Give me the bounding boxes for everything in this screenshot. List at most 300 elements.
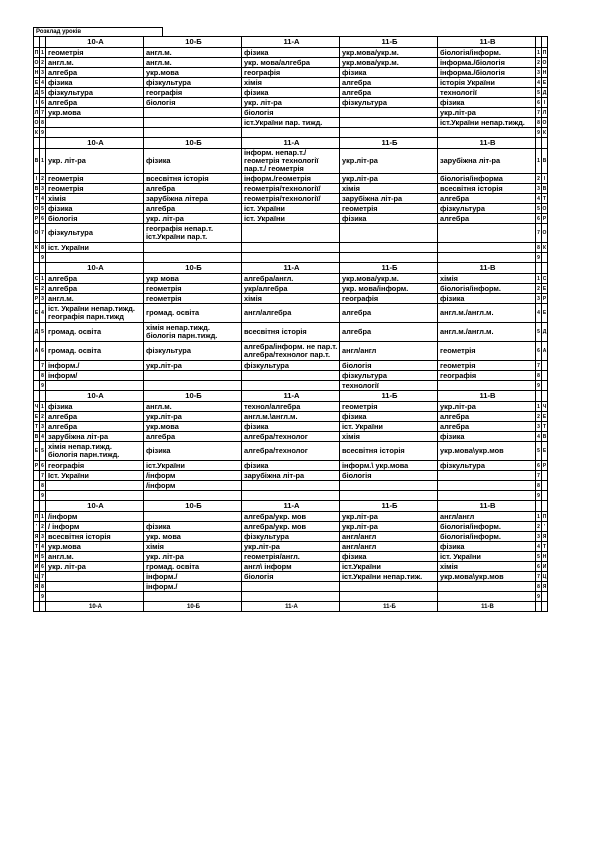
class-header-row (34, 138, 548, 149)
lesson-cell (438, 224, 536, 243)
lesson-cell (340, 128, 438, 138)
lesson-cell: алгебра (340, 78, 438, 88)
lesson-cell: укр. літ-ра (144, 214, 242, 224)
lesson-row (34, 224, 548, 243)
lesson-cell: зарубіжна літ-ра (340, 194, 438, 204)
lesson-number: 2 (537, 413, 540, 420)
day-letter: Р (34, 462, 39, 469)
lesson-number: 7 (537, 472, 540, 479)
footer-spacer (542, 602, 548, 612)
lesson-cell (242, 371, 340, 381)
day-letter: В (34, 433, 39, 440)
lesson-row (34, 58, 548, 68)
lesson-cell: укр.мова\укр.мов (438, 442, 536, 461)
lesson-number: 7 (537, 573, 540, 580)
lesson-cell: алгебра (46, 68, 144, 78)
lesson-cell: геометрія/англ. (242, 552, 340, 562)
lesson-row (34, 68, 548, 78)
lesson-number: 2 (41, 175, 44, 182)
lesson-cell (144, 592, 242, 602)
day-letter: Л (542, 109, 547, 116)
lesson-cell: укр. літ-ра (46, 149, 144, 174)
header-spacer (542, 138, 548, 149)
lesson-cell: фізика (340, 552, 438, 562)
lesson-cell: зарубіжна літера (144, 194, 242, 204)
lesson-cell: фізика (242, 88, 340, 98)
lesson-cell: алгебра (144, 204, 242, 214)
day-letter: Е (542, 413, 547, 420)
lesson-cell: алгебра/технолог (242, 432, 340, 442)
class-footer: 10-А (46, 602, 144, 612)
lesson-cell: геометрія (46, 184, 144, 194)
day-letter: Ч (34, 403, 39, 410)
lesson-cell: фізкультура (46, 224, 144, 243)
lesson-cell: англ/алгебра (242, 304, 340, 323)
lesson-number: 8 (537, 583, 540, 590)
day-letter: Н (34, 69, 39, 76)
lesson-number: 5 (40, 323, 46, 342)
lesson-cell: хімія (144, 542, 242, 552)
class-header: 10-Б (144, 138, 242, 149)
day-letter: О (542, 119, 547, 126)
lesson-cell: геометрія (46, 48, 144, 58)
day-letter (542, 592, 548, 602)
day-letter: И (542, 563, 547, 570)
lesson-cell: хімія (340, 184, 438, 194)
lesson-cell: алгебра (438, 214, 536, 224)
class-header-row (34, 501, 548, 512)
lesson-cell: громад. освіта (144, 304, 242, 323)
lesson-number: 1 (537, 403, 540, 410)
lesson-cell (438, 582, 536, 592)
lesson-cell: укр.літ-ра (340, 149, 438, 174)
lesson-number: 5 (41, 553, 44, 560)
lesson-cell: зарубіжна літ-ра (438, 149, 536, 174)
lesson-row (34, 402, 548, 412)
lesson-cell (144, 371, 242, 381)
lesson-number: 7 (40, 224, 46, 243)
lesson-number: 3 (41, 295, 44, 302)
lesson-cell: географія (242, 68, 340, 78)
lesson-cell: іст. України (46, 243, 144, 253)
day-letter: Р (34, 295, 39, 302)
lesson-cell: технології (438, 88, 536, 98)
lesson-cell (438, 481, 536, 491)
lesson-row (34, 342, 548, 361)
page-title: Розклад уроків (33, 27, 163, 36)
lesson-cell: Іст. України (46, 471, 144, 481)
lesson-cell: укр.літ-ра (340, 512, 438, 522)
class-header: 10-А (46, 37, 144, 48)
lesson-row (34, 442, 548, 461)
lesson-cell (46, 491, 144, 501)
lesson-cell (242, 582, 340, 592)
lesson-number: 5 (537, 205, 540, 212)
lesson-number: 9 (41, 492, 44, 499)
day-letter: К (34, 244, 39, 251)
lesson-row (34, 214, 548, 224)
lesson-cell: іст. України (340, 422, 438, 432)
day-letter (542, 471, 548, 481)
class-footer-row (34, 602, 548, 612)
lesson-cell: фізкультура (144, 342, 242, 361)
lesson-cell: укр.літ-ра (144, 361, 242, 371)
day-letter (542, 371, 548, 381)
lesson-cell: укр.літ-ра (438, 108, 536, 118)
class-footer: 11-А (242, 602, 340, 612)
lesson-cell: укр. мова/алгебра (242, 58, 340, 68)
lesson-cell: інформ./ (144, 572, 242, 582)
lesson-cell: укр.мова/укр.м. (340, 274, 438, 284)
class-header: 11-В (438, 501, 536, 512)
day-letter: А (34, 342, 40, 361)
lesson-row (34, 412, 548, 422)
lesson-row (34, 592, 548, 602)
lesson-cell: англ/англ (340, 532, 438, 542)
lesson-cell: технології (340, 381, 438, 391)
lesson-cell: алгебра (340, 88, 438, 98)
day-letter: Т (34, 195, 39, 202)
day-letter: К (542, 244, 547, 251)
class-header: 10-А (46, 501, 144, 512)
lesson-number: 6 (537, 563, 540, 570)
lesson-number: 9 (41, 382, 44, 389)
lesson-cell: укр.мова/укр.м. (340, 58, 438, 68)
lesson-cell: англ/англ (340, 542, 438, 552)
lesson-number: 4 (40, 304, 46, 323)
day-letter: Д (542, 323, 548, 342)
lesson-row (34, 432, 548, 442)
header-spacer (542, 501, 548, 512)
lesson-cell: укр. мова/інформ. (340, 284, 438, 294)
lesson-cell: алгебра (46, 98, 144, 108)
day-letter: В (34, 185, 39, 192)
class-header: 11-В (438, 138, 536, 149)
lesson-row (34, 481, 548, 491)
day-letter: Я (542, 583, 547, 590)
day-letter: Д (34, 323, 40, 342)
lesson-cell (144, 118, 242, 128)
lesson-cell: укр. мова (144, 532, 242, 542)
day-letter: Н (542, 69, 547, 76)
lesson-cell: інформа./біологія (438, 58, 536, 68)
lesson-cell: /інформ (46, 512, 144, 522)
day-letter (542, 481, 548, 491)
lesson-cell: інформ.\ укр.мова (340, 461, 438, 471)
class-header-row (34, 391, 548, 402)
day-letter: Е (542, 79, 547, 86)
lesson-cell: інформ./ (46, 361, 144, 371)
lesson-number: 8 (41, 119, 44, 126)
day-letter: В (542, 185, 547, 192)
lesson-cell: хімія (242, 294, 340, 304)
lesson-number: 1 (537, 513, 540, 520)
lesson-row (34, 98, 548, 108)
lesson-row (34, 184, 548, 194)
lesson-number: 5 (537, 89, 540, 96)
lesson-cell: всесвітня історія (242, 323, 340, 342)
lesson-number: 7 (41, 573, 44, 580)
day-letter: О (34, 119, 39, 126)
lesson-cell: алгебра (46, 422, 144, 432)
lesson-number: 6 (536, 342, 542, 361)
day-letter: П (542, 513, 547, 520)
day-letter: Р (542, 295, 547, 302)
lesson-number: 5 (536, 323, 542, 342)
day-letter: Е (34, 285, 39, 292)
class-header: 10-Б (144, 501, 242, 512)
lesson-cell (438, 381, 536, 391)
class-header: 11-Б (340, 501, 438, 512)
lesson-cell (438, 243, 536, 253)
class-header: 11-В (438, 391, 536, 402)
lesson-cell: англ.м. (46, 294, 144, 304)
lesson-number: 2 (537, 285, 540, 292)
class-header: 11-Б (340, 391, 438, 402)
lesson-number: 3 (537, 69, 540, 76)
lesson-number: 5 (536, 442, 542, 461)
lesson-cell: біологія/інформа (438, 174, 536, 184)
day-letter: Е (542, 442, 548, 461)
lesson-number: 7 (536, 224, 542, 243)
lesson-cell (144, 253, 242, 263)
lesson-row (34, 532, 548, 542)
lesson-cell: англ.м. (144, 402, 242, 412)
lesson-number: 1 (41, 513, 44, 520)
day-letter: І (542, 98, 548, 108)
lesson-cell: фізкультура (46, 88, 144, 98)
lesson-number: 2 (41, 285, 44, 292)
lesson-cell (438, 592, 536, 602)
lesson-cell: фізика (438, 432, 536, 442)
lesson-cell: укр мова (144, 274, 242, 284)
lesson-cell (46, 253, 144, 263)
lesson-number: 6 (41, 563, 44, 570)
lesson-number: 6 (40, 342, 46, 361)
lesson-number: 2 (537, 175, 540, 182)
lesson-row (34, 108, 548, 118)
lesson-row (34, 422, 548, 432)
class-header-row (34, 263, 548, 274)
day-letter: Р (542, 462, 547, 469)
day-letter: Н (34, 553, 39, 560)
lesson-cell: хімія непар.тижд. біологія парн.тижд. (46, 442, 144, 461)
lesson-cell: зарубіжна літ-ра (242, 471, 340, 481)
day-letter: І (34, 98, 40, 108)
class-header: 11-В (438, 37, 536, 48)
lesson-cell: укр.мова (46, 108, 144, 118)
lesson-row (34, 323, 548, 342)
lesson-cell: фізика (242, 422, 340, 432)
lesson-cell (438, 128, 536, 138)
lesson-cell: фізкультура (438, 204, 536, 214)
day-letter: Т (34, 423, 39, 430)
lesson-number: 6 (537, 215, 540, 222)
day-letter: Д (34, 89, 39, 96)
class-header: 10-А (46, 263, 144, 274)
lesson-cell: фізкультура (242, 361, 340, 371)
lesson-cell: географія (438, 371, 536, 381)
day-letter: Ч (542, 403, 547, 410)
lesson-number: 4 (536, 304, 542, 323)
class-header: 11-Б (340, 263, 438, 274)
lesson-cell: укр. літ-ра (144, 552, 242, 562)
lesson-cell: всесвітня історія (340, 442, 438, 461)
lesson-cell: хімія (438, 274, 536, 284)
lesson-cell: іст.України непар.тижд. (438, 118, 536, 128)
lesson-cell: алгебра/технолог (242, 442, 340, 461)
lesson-cell: алгебра (144, 432, 242, 442)
lesson-cell (242, 592, 340, 602)
lesson-cell (46, 118, 144, 128)
lesson-cell: фізика (438, 542, 536, 552)
lesson-row (34, 461, 548, 471)
lesson-number: 2 (537, 523, 540, 530)
lesson-number: 4 (537, 79, 540, 86)
lesson-cell: геометрія/технології/ (242, 184, 340, 194)
lesson-row (34, 522, 548, 532)
lesson-cell: англ/англ (340, 342, 438, 361)
day-letter: Т (542, 543, 547, 550)
lesson-row (34, 118, 548, 128)
day-letter: И (34, 563, 39, 570)
lesson-number: 3 (537, 423, 540, 430)
lesson-row (34, 88, 548, 98)
lesson-row (34, 471, 548, 481)
lesson-row (34, 174, 548, 184)
lesson-cell: іст.України непар.тиж. (340, 572, 438, 582)
class-header: 10-Б (144, 37, 242, 48)
lesson-number: 1 (40, 149, 46, 174)
lesson-cell (340, 582, 438, 592)
lesson-number: 9 (41, 129, 44, 136)
class-header: 11-А (242, 501, 340, 512)
lesson-cell: хімія (242, 78, 340, 88)
day-letter: О (542, 59, 547, 66)
lesson-number: 1 (41, 275, 44, 282)
lesson-row (34, 381, 548, 391)
lesson-number: 4 (537, 433, 540, 440)
lesson-number: 1 (537, 49, 540, 56)
day-letter: І (542, 174, 548, 184)
lesson-row (34, 294, 548, 304)
lesson-cell: хімія (46, 194, 144, 204)
lesson-cell: укр.мова (144, 68, 242, 78)
lesson-number: 9 (537, 129, 540, 136)
lesson-number: 3 (41, 423, 44, 430)
lesson-cell: англ/англ (438, 512, 536, 522)
lesson-row (34, 552, 548, 562)
lesson-cell: геометрія (46, 174, 144, 184)
lesson-row (34, 253, 548, 263)
lesson-cell (242, 224, 340, 243)
lesson-cell: укр.мова (144, 422, 242, 432)
lesson-row (34, 78, 548, 88)
lesson-cell (438, 491, 536, 501)
day-letter: ' (34, 522, 40, 532)
lesson-cell: іст. України непар.тижд. географія парн.тижд (46, 304, 144, 323)
lesson-number: 3 (537, 295, 540, 302)
day-letter: Е (34, 304, 40, 323)
lesson-cell: географія (340, 294, 438, 304)
lesson-number: 5 (41, 89, 44, 96)
lesson-number: 8 (41, 372, 44, 379)
lesson-cell: іст.України (340, 562, 438, 572)
lesson-cell: фізика (144, 149, 242, 174)
class-footer: 11-В (438, 602, 536, 612)
day-letter: О (34, 205, 39, 212)
lesson-cell: іст. України (438, 552, 536, 562)
lesson-row (34, 572, 548, 582)
lesson-number: 3 (41, 185, 44, 192)
lesson-cell (46, 128, 144, 138)
class-header-row (34, 37, 548, 48)
lesson-cell: фізкультура (438, 461, 536, 471)
lesson-cell: іст.України (144, 461, 242, 471)
lesson-cell: фізкультура (144, 78, 242, 88)
lesson-cell: біологія/інформ. (438, 48, 536, 58)
lesson-cell: геометрія (438, 361, 536, 371)
lesson-cell: алгебра/укр. мов (242, 512, 340, 522)
lesson-cell (144, 108, 242, 118)
lesson-cell (144, 381, 242, 391)
lesson-cell: фізика (340, 214, 438, 224)
lesson-cell (340, 243, 438, 253)
day-letter: Е (34, 442, 40, 461)
lesson-number: 8 (537, 244, 540, 251)
lesson-cell: геометрія (340, 402, 438, 412)
lesson-cell (144, 512, 242, 522)
lesson-cell: геометрія (144, 294, 242, 304)
lesson-row (34, 194, 548, 204)
lesson-number: 6 (41, 99, 44, 106)
lesson-cell: укр.мова/укр.м. (340, 48, 438, 58)
lesson-cell: біологія (242, 572, 340, 582)
lesson-number: 4 (41, 433, 44, 440)
lesson-cell: фізика (46, 204, 144, 214)
day-letter: Т (542, 195, 547, 202)
lesson-cell: алгебра (46, 274, 144, 284)
lesson-cell (46, 582, 144, 592)
lesson-number: 5 (41, 205, 44, 212)
lesson-cell: геометрія/технології/ (242, 194, 340, 204)
lesson-cell (340, 118, 438, 128)
lesson-row (34, 274, 548, 284)
lesson-number: 2 (41, 523, 44, 530)
class-header: 10-А (46, 391, 144, 402)
lesson-cell: фізика (46, 402, 144, 412)
lesson-number: 9 (537, 492, 540, 499)
lesson-cell: всесвітня історія (144, 174, 242, 184)
lesson-number: 1 (536, 149, 542, 174)
lesson-number: 4 (41, 543, 44, 550)
lesson-cell: технол/алгебра (242, 402, 340, 412)
lesson-number: 7 (537, 362, 540, 369)
header-spacer (542, 263, 548, 274)
day-letter: Е (34, 413, 39, 420)
lesson-cell: алгебра/англ. (242, 274, 340, 284)
day-letter: Л (34, 109, 39, 116)
lesson-cell: алгебра (340, 323, 438, 342)
day-letter: В (542, 149, 548, 174)
lesson-cell: хімія (340, 432, 438, 442)
lesson-cell: фізика (242, 48, 340, 58)
lesson-number: 2 (537, 59, 540, 66)
lesson-row (34, 542, 548, 552)
lesson-number: 2 (41, 59, 44, 66)
lesson-row (34, 512, 548, 522)
lesson-cell: укр.мова\укр.мов (438, 572, 536, 582)
